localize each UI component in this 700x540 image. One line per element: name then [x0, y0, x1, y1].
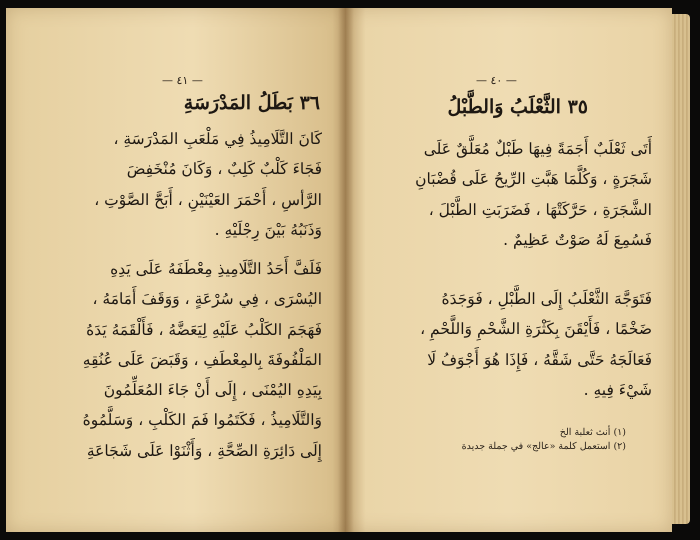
- right-page-number: — ٤٠ —: [476, 74, 517, 87]
- text-line: فَلَفَّ أَحَدُ التَّلَامِيذِ مِعْطَفَهُ عَلَى يَدِهِ: [110, 260, 322, 278]
- text-line: فَسُمِعَ لَهُ صَوْتٌ عَظِيمٌ .: [503, 230, 652, 249]
- footnote: (١) أنث ثعلبة الخ: [559, 427, 626, 438]
- open-book: [6, 8, 694, 532]
- text-line: إِلَى دَائِرَةِ الصِّحَّةِ ، وَأَثْنَوْا عَلَى شَجَاعَةِ: [86, 441, 322, 460]
- text-line: الشَّجَرَةِ ، حَرَّكَتْهَا ، فَضَرَبَتِ الطَّبْلَ ،: [428, 200, 652, 219]
- text-line: وَذَنَبُهُ بَيْنَ رِجْلَيْهِ .: [214, 220, 322, 239]
- text-line: ضَخْمًا ، فَأَيْقَنَ بِكَثْرَةِ الشَّحْمِ وَاللَّحْمِ ،: [420, 320, 652, 339]
- right-paragraph-1: [368, 134, 652, 255]
- text-line: أَتَى ثَعْلَبٌ أَجَمَةً فِيهَا طَبْلٌ مُعَلَّقٌ عَلَى: [423, 140, 652, 158]
- text-line: اليُسْرَى ، فِي سُرْعَةٍ ، وَوَقَفَ أَمَامَهُ ،: [92, 290, 322, 309]
- left-page-number: — ٤١ —: [162, 74, 203, 87]
- text-line: وَالتَّلَامِيذُ ، فَكَتَمُوا فَمَ الكَلْبِ ، وَسَلَّمُوهُ: [82, 411, 322, 430]
- right-page-title: ٣٥ الثَّعْلَبُ وَالطَّبْلُ: [447, 96, 588, 118]
- text-line: المَلْفُوفَةَ بِالمِعْطَفِ ، وَقَبَضَ عَلَى عُنُقِهِ: [82, 350, 322, 369]
- left-page: [6, 8, 346, 532]
- text-line: الرَّأسِ ، أَحْمَرَ العَيْنَيْنِ ، أَبَحَّ الصَّوْتِ ،: [94, 190, 322, 209]
- right-page: [346, 8, 672, 532]
- text-line: شَيْءَ فِيهِ .: [583, 380, 652, 399]
- text-line: فَجَاءَ كَلْبٌ كَلِبٌ ، وَكَانَ مُنْخَفِضَ: [126, 160, 322, 179]
- footnotes: [462, 426, 626, 454]
- text-line: فَهَجَمَ الكَلْبُ عَلَيْهِ لِيَعَضَّهُ ، فَأَلْقَمَهُ يَدَهُ: [86, 320, 322, 339]
- text-line: شَجَرَةٍ ، وَكُلَّمَا هَبَّتِ الرِّيحُ عَلَى قُضْبَانِ: [415, 170, 652, 189]
- left-paragraph-2: [20, 254, 322, 466]
- right-paragraph-2: [368, 284, 652, 405]
- page-edges: [672, 14, 690, 524]
- left-paragraph-1: [26, 124, 322, 245]
- left-page-title: ٣٦ بَطَلُ المَدْرَسَةِ: [183, 92, 320, 114]
- text-line: فَتَوَجَّهَ الثَّعْلَبُ إِلَى الطَّبْلِ ، فَوَجَدَهُ: [441, 290, 652, 308]
- text-line: بِيَدِهِ اليُمْنَى ، إِلَى أَنْ جَاءَ المُعَلِّمُونَ: [103, 381, 322, 400]
- text-line: فَعَالَجَهُ حَتَّى شَقَّهُ ، فَإِذَا هُوَ أَجْوَفُ لَا: [427, 350, 652, 369]
- book-gutter: [338, 8, 354, 532]
- text-line: كَانَ التَّلَامِيذُ فِي مَلْعَبِ المَدْرَسَةِ ،: [113, 130, 322, 148]
- footnote: (٢) استعمل كلمة «عالج» في جملة جديدة: [461, 441, 626, 452]
